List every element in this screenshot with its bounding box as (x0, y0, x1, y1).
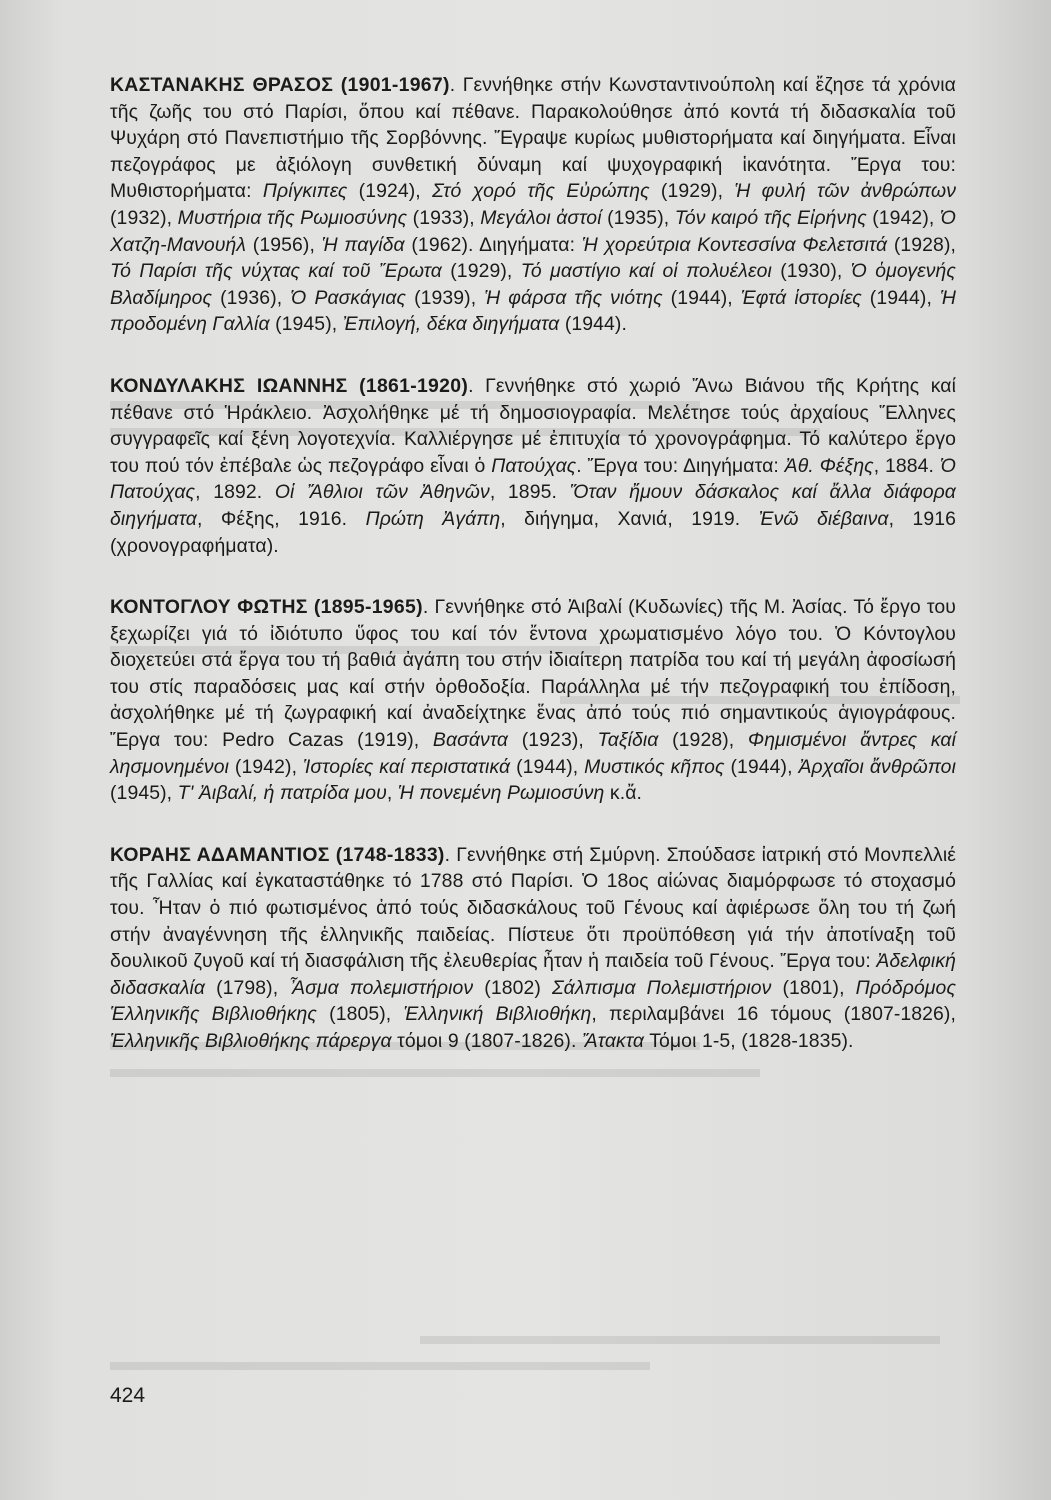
body-text: (1924), (347, 180, 433, 203)
entry-dates: (1901-1967) (340, 74, 450, 96)
work-title: Ἡ παγίδα (321, 233, 405, 256)
work-title: Ἡ προδομένη Γαλλία (110, 286, 956, 336)
body-text: , 1892. (195, 481, 275, 504)
body-text: , (386, 782, 398, 805)
body-text: (1936), (212, 286, 291, 309)
work-title: Ἱστορίες καί περιστατικά (303, 755, 511, 778)
body-text: , περιλαμβάνει 16 τόμους (1807-1826), (591, 1003, 956, 1026)
body-text: (1801), (771, 976, 856, 999)
body-text: τόμοι 9 (1807-1826). (391, 1030, 582, 1052)
entry-dates: (1748-1833) (335, 843, 445, 866)
body-text: Γεννήθηκε στό χωριό Ἄνω Βιάνου τῆς Κρήτης καί πέθανε στό Ἡράκλειο. Ἀσχολήθηκε μέ τή δημοσιογραφία. Μελέτησε τούς ἀρχαίους Ἕλληνες συγγραφεῖς καί ξένη λογοτεχνία. Καλλιέργησε μέ ἐπιτυχία τό χρονογράφημα. Τό καλύτερο ἔργο του πού τόν ἐπέβαλε ὡς πεζογράφο εἶναι ὁ (110, 374, 956, 477)
body-text: (1956), (246, 233, 322, 256)
work-title: Ἑφτά ἱστορίες (740, 286, 862, 309)
body-text: (1929), (649, 180, 735, 203)
entry-body (110, 74, 956, 335)
body-text: (1944). (559, 313, 627, 336)
work-title: Ὁ ὁμογενής Βλαδίμηρος (110, 260, 956, 309)
body-text: (1932), (110, 206, 178, 229)
work-title: Μεγάλοι ἀστοί (480, 206, 602, 229)
body-text: (1944), (662, 286, 741, 309)
work-title: Ὁ Χατζη-Μανουήλ (110, 206, 956, 256)
entry-body (110, 844, 956, 1052)
entry-name: ΚΟΝΤΟΓΛΟΥ ΦΩΤΗΣ (110, 596, 308, 619)
body-text: (1929), (441, 260, 521, 283)
page-number: 424 (110, 1384, 146, 1407)
entry-dates: (1861-1920) (359, 374, 469, 397)
work-title: Τό μαστίγιο καί οἱ πολυέλεοι (520, 260, 772, 283)
entry-kondylakis (110, 373, 956, 559)
entry-body (110, 596, 956, 804)
body-text: Γεννήθηκε στό Ἀιβαλί (Κυδωνίες) τῆς Μ. Ἀσίας. Τό ἔργο του ξεχωρίζει γιά τό ἰδιότυπο ὕφος του καί τόν ἔντονα χρωματισμένο λόγο του. Ὁ Κόντογλου διοχετεύει στά ἔργα του τή βαθιά ἀγάπη του στήν ἰδιαίτερη πατρίδα του καί τή μεγάλη ἀφοσίωσή του στίς παραδόσεις μας καί στήν ὀρθοδοξία. Παράλληλα μέ τήν πεζογραφική του ἐπίδοση, ἀσχολήθηκε μέ τή ζωγραφική καί ἀναδείχτηκε ἕνας ἀπό τούς πιό σημαντικούς ἁγιογράφους. Ἔργα του: Pedro Cazas (1919), (110, 596, 956, 752)
body-text: (1923), (508, 729, 598, 752)
work-title: Ἄτακτα (581, 1030, 645, 1052)
work-title: Πατούχας (491, 454, 577, 477)
body-text: Γεννήθηκε στή Σμύρνη. Σπούδασε ἰατρική στό Μονπελλιέ τῆς Γαλλίας καί ἐγκαταστάθηκε τό 1788 στό Παρίσι. Ὁ 18ος αἰώνας διαμόρφωσε τό στοχασμό του. Ἦταν ὁ πιό φωτισμένος ἀπό τούς διδασκάλους τοῦ Γένους καί ἀφιέρωσε ὅλη του τή ζωή στήν ἀναγέννηση τῆς ἑλληνικῆς παιδείας. Πίστευε ὅτι προϋπόθεση γιά τήν ἀποτίναξη τοῦ δουλικοῦ ζυγοῦ καί τή διασφάλιση τῆς ἐλευθερίας ἦταν ἡ παιδεία τοῦ Γένους. Ἔργα του: (110, 843, 956, 973)
work-title: Ἐπιλογή, δέκα διηγήματα (342, 313, 560, 336)
body-text: (1939), (406, 286, 485, 309)
work-title: Ἆσμα πολεμιστήριον (289, 976, 474, 999)
body-text: , 1895. (489, 481, 570, 504)
work-title: Τόν καιρό τῆς Εἰρήνης (674, 206, 867, 229)
work-title: Βασάντα (432, 729, 509, 752)
body-text: (1944), (510, 755, 585, 778)
entry-name: ΚΟΡΑΗΣ ΑΔΑΜΑΝΤΙΟΣ (110, 843, 330, 866)
body-text: (1945), (110, 782, 178, 805)
body-text: κ.ἄ. (604, 782, 642, 805)
body-text: Τόμοι 1-5, (1828-1835). (644, 1030, 854, 1052)
body-text: (1935), (601, 206, 675, 229)
entry-korais (110, 842, 956, 1055)
work-title: Σάλπισμα Πολεμιστήριον (551, 976, 772, 999)
entry-text: ΚΟΡΑΗΣ ΑΔΑΜΑΝΤΙΟΣ (1748-1833). Γεννήθηκε στή Σμύρνη. Σπούδασε ἰατρική στό Μονπελλιέ τῆς Γαλλίας καί ἐγκαταστάθηκε τό 1788 στό Παρίσι. Ὁ 18ος αἰώνας διαμόρφωσε τό στοχασμό του. Ἦταν ὁ πιό φωτισμένος ἀπό τούς διδασκάλους τοῦ Γένους καί ἀφιέρωσε ὅλη του τή ζωή στήν ἀναγέννηση τῆς ἑλληνικῆς παιδείας. Πίστευε ὅτι προϋπόθεση γιά τήν ἀποτίναξη τοῦ δουλικοῦ ζυγοῦ καί τή διασφάλιση τῆς ἐλευθερίας ἦταν ἡ παιδεία τοῦ Γένους. Ἔργα του: Ἀδελφική διδασκαλία (1798), Ἆσμα πολεμιστήριον (1802) Σάλπισμα Πολεμιστήριον (1801), Πρόδρόμος Ἑλληνικῆς Βιβλιοθήκης (1805), Ἑλληνική Βιβλιοθήκη, περιλαμβάνει 16 τόμους (1807-1826), Ἑλληνικῆς Βιβλιοθήκης πάρεργα τόμοι 9 (1807-1826). Ἄτακτα Τόμοι 1-5, (1828-1835). (110, 843, 956, 1052)
work-title: Ταξίδια (597, 729, 659, 752)
body-text: (1944), (861, 286, 940, 309)
body-text: (1962). Διηγήματα: (404, 233, 582, 256)
work-title: Ὁ Πατούχας (110, 454, 956, 504)
entry-body (110, 375, 956, 557)
body-text: Γεννήθηκε στήν Κωνσταντινούπολη καί ἔζησε τά χρόνια τῆς ζωῆς του στό Παρίσι, ὅπου καί πέθανε. Παρακολούθησε ἀπό κοντά τή διδασκαλία τοῦ Ψυχάρη στό Πανεπιστήμιο τῆς Σορβόννης. Ἔγραψε κυρίως μυθιστορήματα καί διηγήματα. Εἶναι πεζογράφος με ἀξιόλογη συνθετική δύναμη καί ψυχογραφική ἱκανότητα. Ἔργα του: Μυθιστορήματα: (110, 74, 956, 203)
body-text: (1798), (205, 976, 290, 999)
work-title: Ὁ Ρασκάγιας (290, 286, 407, 309)
work-title: Ἡ πονεμένη Ρωμιοσύνη (397, 782, 605, 805)
entry-name: ΚΟΝΔΥΛΑΚΗΣ ΙΩΑΝΝΗΣ (110, 374, 348, 397)
body-text: (1933), (407, 206, 481, 229)
work-title: Μυστήρια τῆς Ρωμιοσύνης (177, 206, 408, 229)
work-title: Ἑλληνική Βιβλιοθήκη (403, 1003, 592, 1026)
entry-name: ΚΑΣΤΑΝΑΚΗΣ ΘΡΑΣΟΣ (110, 74, 334, 96)
work-title: Πρώτη Ἀγάπη (365, 507, 501, 530)
body-text: . Ἔργα του: Διηγήματα: (576, 454, 785, 477)
entry-dates: (1895-1965) (313, 596, 423, 619)
entry-kastanakis (110, 72, 956, 338)
work-title: Ἐνῶ διέβαινα (758, 507, 889, 530)
work-title: Ἀθ. Φέξης (784, 454, 874, 477)
work-title: Πρόδρόμος Ἑλληνικῆς Βιβλιοθήκης (110, 976, 956, 1026)
body-text: (1928), (887, 233, 956, 256)
body-text: (1944), (724, 755, 799, 778)
work-title: Τό Παρίσι τῆς νύχτας καί τοῦ Ἔρωτα (110, 260, 442, 283)
body-text: (1805), (316, 1003, 404, 1026)
work-title: Στό χορό τῆς Εὐρώπης (432, 180, 650, 203)
body-text: , διήγημα, Χανιά, 1919. (500, 507, 759, 530)
body-text: (1928), (658, 729, 748, 752)
work-title: Φημισμένοι ἄντρες καί λησμονημένοι (110, 729, 956, 778)
work-title: Πρίγκιπες (262, 180, 348, 203)
entry-text: ΚΟΝΤΟΓΛΟΥ ΦΩΤΗΣ (1895-1965). Γεννήθηκε στό Ἀιβαλί (Κυδωνίες) τῆς Μ. Ἀσίας. Τό ἔργο του ξεχωρίζει γιά τό ἰδιότυπο ὕφος του καί τόν ἔντονα χρωματισμένο λόγο του. Ὁ Κόντογλου διοχετεύει στά ἔργα του τή βαθιά ἀγάπη του στήν ἰδιαίτερη πατρίδα του καί τή μεγάλη ἀφοσίωσή του στίς παραδόσεις μας καί στήν ὀρθοδοξία. Παράλληλα μέ τήν πεζογραφική του ἐπίδοση, ἀσχολήθηκε μέ τή ζωγραφική καί ἀναδείχτηκε ἕνας ἀπό τούς πιό σημαντικούς ἁγιογράφους. Ἔργα του: Pedro Cazas (1919), Βασάντα (1923), Ταξίδια (1928), Φημισμένοι ἄντρες καί λησμονημένοι (1942), Ἱστορίες καί περιστατικά (1944), Μυστικός κῆπος (1944), Ἀρχαῖοι ἄνθρῶποι (1945), Τ' Ἀιβαλί, ἡ πατρίδα μου, Ἡ πονεμένη Ρωμιοσύνη κ.ἄ. (110, 596, 956, 805)
body-text: (1942), (229, 755, 303, 778)
body-text: (1942), (866, 206, 940, 229)
entry-kontoglou (110, 594, 956, 807)
work-title: Ἡ φυλή τῶν ἀνθρώπων (734, 180, 956, 203)
work-title: Μυστικός κῆπος (584, 755, 725, 778)
work-title: Ἀδελφική διδασκαλία (110, 950, 956, 999)
work-title: Ἀρχαῖοι ἄνθρῶποι (798, 755, 956, 778)
body-text: (1930), (771, 260, 851, 283)
work-title: Ὅταν ἤμουν δάσκαλος καί ἄλλα διάφορα διηγήματα (110, 481, 956, 530)
body-text: (1802) (473, 976, 552, 999)
body-text: , Φέξης, 1916. (196, 507, 366, 530)
work-title: Ἡ χορεύτρια Κοντεσσίνα Φελετσιτά (581, 233, 888, 256)
work-title: Τ' Ἀιβαλί, ἡ πατρίδα μου (177, 782, 387, 805)
body-text: , 1884. (873, 454, 940, 477)
body-text: (1945), (269, 313, 343, 336)
work-title: Οἱ Ἄθλιοι τῶν Ἀθηνῶν (274, 481, 490, 504)
entry-text: ΚΟΝΔΥΛΑΚΗΣ ΙΩΑΝΝΗΣ (1861-1920). Γεννήθηκε στό χωριό Ἄνω Βιάνου τῆς Κρήτης καί πέθανε στό Ἡράκλειο. Ἀσχολήθηκε μέ τή δημοσιογραφία. Μελέτησε τούς ἀρχαίους Ἕλληνες συγγραφεῖς καί ξένη λογοτεχνία. Καλλιέργησε μέ ἐπιτυχία τό χρονογράφημα. Τό καλύτερο ἔργο του πού τόν ἐπέβαλε ὡς πεζογράφο εἶναι ὁ Πατούχας. Ἔργα του: Διηγήματα: Ἀθ. Φέξης, 1884. Ὁ Πατούχας, 1892. Οἱ Ἄθλιοι τῶν Ἀθηνῶν, 1895. Ὅταν ἤμουν δάσκαλος καί ἄλλα διάφορα διηγήματα, Φέξης, 1916. Πρώτη Ἀγάπη, διήγημα, Χανιά, 1919. Ἐνῶ διέβαινα, 1916 (χρονογραφήματα). (110, 374, 957, 557)
body-text: , 1916 (χρονογραφήματα). (110, 507, 957, 557)
work-title: Ἑλληνικῆς Βιβλιοθήκης πάρεργα (110, 1030, 392, 1052)
work-title: Ἡ φάρσα τῆς νιότης (484, 286, 663, 309)
entry-text: ΚΑΣΤΑΝΑΚΗΣ ΘΡΑΣΟΣ (1901-1967). Γεννήθηκε στήν Κωνσταντινούπολη καί ἔζησε τά χρόνια τῆς ζωῆς του στό Παρίσι, ὅπου καί πέθανε. Παρακολούθησε ἀπό κοντά τή διδασκαλία τοῦ Ψυχάρη στό Πανεπιστήμιο τῆς Σορβόννης. Ἔγραψε κυρίως μυθιστορήματα καί διηγήματα. Εἶναι πεζογράφος με ἀξιόλογη συνθετική δύναμη καί ψυχογραφική ἱκανότητα. Ἔργα του: Μυθιστορήματα: Πρίγκιπες (1924), Στό χορό τῆς Εὐρώπης (1929), Ἡ φυλή τῶν ἀνθρώπων (1932), Μυστήρια τῆς Ρωμιοσύνης (1933), Μεγάλοι ἀστοί (1935), Τόν καιρό τῆς Εἰρήνης (1942), Ὁ Χατζη-Μανουήλ (1956), Ἡ παγίδα (1962). Διηγήματα: Ἡ χορεύτρια Κοντεσσίνα Φελετσιτά (1928), Τό Παρίσι τῆς νύχτας καί τοῦ Ἔρωτα (1929), Τό μαστίγιο καί οἱ πολυέλεοι (1930), Ὁ ὁμογενής Βλαδίμηρος (1936), Ὁ Ρασκάγιας (1939), Ἡ φάρσα τῆς νιότης (1944), Ἑφτά ἱστορίες (1944), Ἡ προδομένη Γαλλία (1945), Ἐπιλογή, δέκα διηγήματα (1944). (110, 74, 956, 336)
